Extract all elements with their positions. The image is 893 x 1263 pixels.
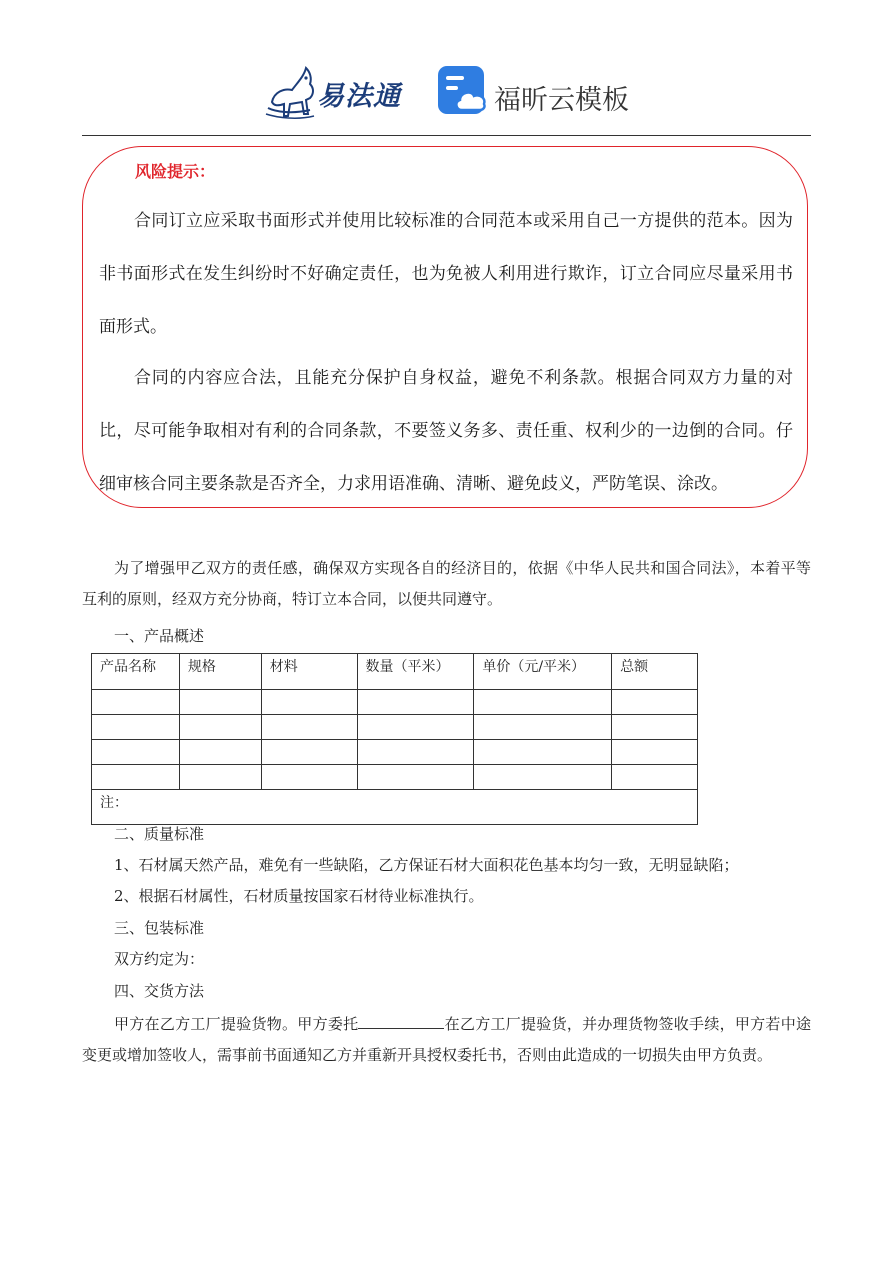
table-cell: [179, 765, 261, 790]
section-3-heading: 三、包装标准: [114, 919, 205, 937]
section-4-text-a: 甲方在乙方工厂提验货物。甲方委托: [114, 1015, 359, 1033]
section-3-item-1: 双方约定为：: [114, 950, 205, 968]
cloud-document-icon: [436, 64, 488, 116]
risk-title: 风险提示：: [135, 162, 216, 181]
table-cell: [179, 690, 261, 715]
table-cell: [261, 690, 357, 715]
yifatong-logo: [262, 62, 412, 122]
table-cell: [612, 690, 698, 715]
table-cell: [474, 715, 612, 740]
table-cell: [92, 690, 180, 715]
header-divider: [82, 135, 811, 136]
risk-paragraph-1: 合同订立应采取书面形式并使用比较标准的合同范本或采用自己一方提供的范本。因为非书面形式在发生纠纷时不好确定责任，也为免被人利用进行欺诈，订立合同应尽量采用书面形式。: [99, 211, 793, 337]
table-cell: [179, 715, 261, 740]
table-cell: [474, 690, 612, 715]
table-row: [92, 690, 698, 715]
table-header-row: [92, 654, 698, 690]
col-header-total: 总额: [612, 654, 698, 690]
table-cell: [357, 765, 474, 790]
table-cell: [357, 740, 474, 765]
table-cell: [474, 740, 612, 765]
table-row: [92, 740, 698, 765]
yifatong-logo-text: 易法通: [317, 81, 401, 112]
foxit-cloud-template-logo: [436, 64, 646, 120]
section-1-heading: 一、产品概述: [114, 627, 205, 645]
table-row: [92, 765, 698, 790]
table-cell: [357, 690, 474, 715]
section-2-heading: 二、质量标准: [114, 825, 205, 843]
page-header: [0, 58, 893, 128]
table-cell: [357, 715, 474, 740]
section-4-paragraph: [82, 1009, 811, 1071]
table-note: 注：: [92, 790, 698, 825]
section-4-text-b: 在乙方工厂提验货，并办理货物签收手续，甲方若中途变更或增加签收人，需事前书面通知乙方并重新开具授权委托书，否则由此造成的一切损失由甲方负责。: [82, 1015, 811, 1064]
col-header-quantity: 数量（平米）: [357, 654, 474, 690]
horse-icon: [262, 62, 318, 122]
table-cell: [612, 765, 698, 790]
table-cell: [612, 740, 698, 765]
table-cell: [92, 715, 180, 740]
risk-paragraph-2: 合同的内容应合法，且能充分保护自身权益，避免不利条款。根据合同双方力量的对比，尽可能争取相对有利的合同条款，不要签义务多、责任重、权利少的一边倒的合同。仔细审核合同主要条款是否齐全，力求用语准确、清晰、避免歧义，严防笔误、涂改。: [99, 368, 793, 494]
table-cell: [92, 740, 180, 765]
col-header-unit-price: 单价（元/平米）: [474, 654, 612, 690]
col-header-product-name: 产品名称: [92, 654, 180, 690]
risk-warning-box: [82, 146, 808, 508]
section-4-heading: 四、交货方法: [114, 982, 205, 1000]
table-cell: [612, 715, 698, 740]
table-row: [92, 715, 698, 740]
table-cell: [261, 715, 357, 740]
table-cell: [261, 765, 357, 790]
section-2-item-1: 1、石材属天然产品，难免有一些缺陷，乙方保证石材大面积花色基本均匀一致，无明显缺陷；: [114, 856, 739, 874]
delegate-blank-line: [358, 1014, 444, 1029]
section-2-item-2: 2、根据石材属性，石材质量按国家石材待业标准执行。: [114, 887, 484, 905]
table-cell: [92, 765, 180, 790]
table-cell: [179, 740, 261, 765]
product-table: [91, 653, 698, 825]
foxit-logo-text: 福昕云模板: [494, 85, 629, 116]
table-cell: [261, 740, 357, 765]
table-cell: [474, 765, 612, 790]
col-header-spec: 规格: [179, 654, 261, 690]
col-header-material: 材料: [261, 654, 357, 690]
intro-paragraph: 为了增强甲乙双方的责任感，确保双方实现各自的经济目的，依据《中华人民共和国合同法》，本着平等互利的原则，经双方充分协商，特订立本合同，以便共同遵守。: [82, 559, 811, 608]
